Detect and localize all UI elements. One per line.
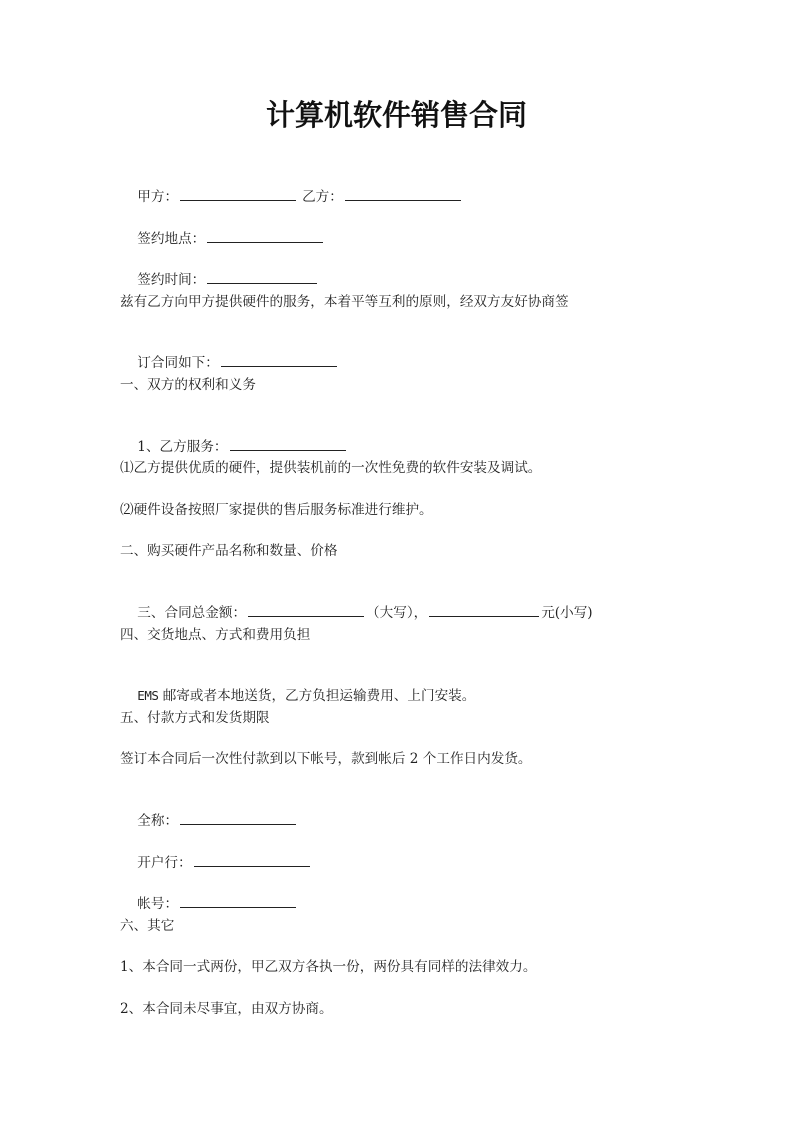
service-label: 1、乙方服务： — [137, 439, 228, 455]
service-sub-2: ⑵硬件设备按照厂家提供的售后服务标准进行维护。 — [120, 502, 433, 518]
party-b-field[interactable] — [345, 188, 461, 201]
sign-place-label: 签约地点： — [137, 231, 206, 247]
amount-upper-field[interactable] — [248, 604, 364, 617]
contract-intro-field[interactable] — [221, 354, 337, 367]
party-a-field[interactable] — [180, 188, 296, 201]
payment-text: 签订本合同后一次性付款到以下帐号，款到帐后 2 个工作日内发货。 — [120, 751, 532, 767]
intro-line-2-label: 订合同如下： — [137, 355, 219, 371]
amount-lower-field[interactable] — [429, 604, 539, 617]
section-5-heading: 五、付款方式和发货期限 — [120, 710, 270, 726]
amount-label: 三、合同总金额： — [137, 605, 247, 621]
intro-line-1: 兹有乙方向甲方提供硬件的服务，本着平等互利的原则，经双方友好协商签 — [120, 294, 569, 310]
amount-upper-suffix: （大写）， — [366, 605, 428, 621]
section-6-heading: 六、其它 — [120, 918, 175, 934]
section-2-heading: 二、购买硬件产品名称和数量、价格 — [120, 543, 338, 559]
sign-place-field[interactable] — [207, 230, 323, 243]
sign-time-field[interactable] — [207, 271, 317, 284]
service-field[interactable] — [230, 438, 346, 451]
other-item-2: 2、本合同未尽事宜，由双方协商。 — [120, 1001, 333, 1017]
document-title: 计算机软件销售合同 — [265, 98, 527, 132]
sign-time-label: 签约时间： — [137, 272, 206, 288]
party-a-label: 甲方： — [137, 189, 179, 205]
account-number-label: 帐号： — [137, 896, 179, 912]
other-item-1: 1、本合同一式两份，甲乙双方各执一份，两份具有同样的法律效力。 — [120, 959, 537, 975]
bank-field[interactable] — [194, 854, 310, 867]
amount-lower-suffix: 元(小写) — [541, 605, 593, 621]
delivery-text-body: 邮寄或者本地送货，乙方负担运输费用、上门安装。 — [158, 688, 476, 704]
account-number-field[interactable] — [180, 895, 296, 908]
account-name-field[interactable] — [180, 812, 296, 825]
ems-label: EMS — [137, 688, 159, 703]
account-name-label: 全称： — [137, 813, 179, 829]
bank-label: 开户行： — [137, 855, 192, 871]
section-4-heading: 四、交货地点、方式和费用负担 — [120, 627, 311, 643]
party-b-label: 乙方： — [302, 189, 343, 205]
service-sub-1: ⑴乙方提供优质的硬件，提供装机前的一次性免费的软件安装及调试。 — [120, 460, 542, 476]
section-1-heading: 一、双方的权利和义务 — [120, 377, 256, 393]
